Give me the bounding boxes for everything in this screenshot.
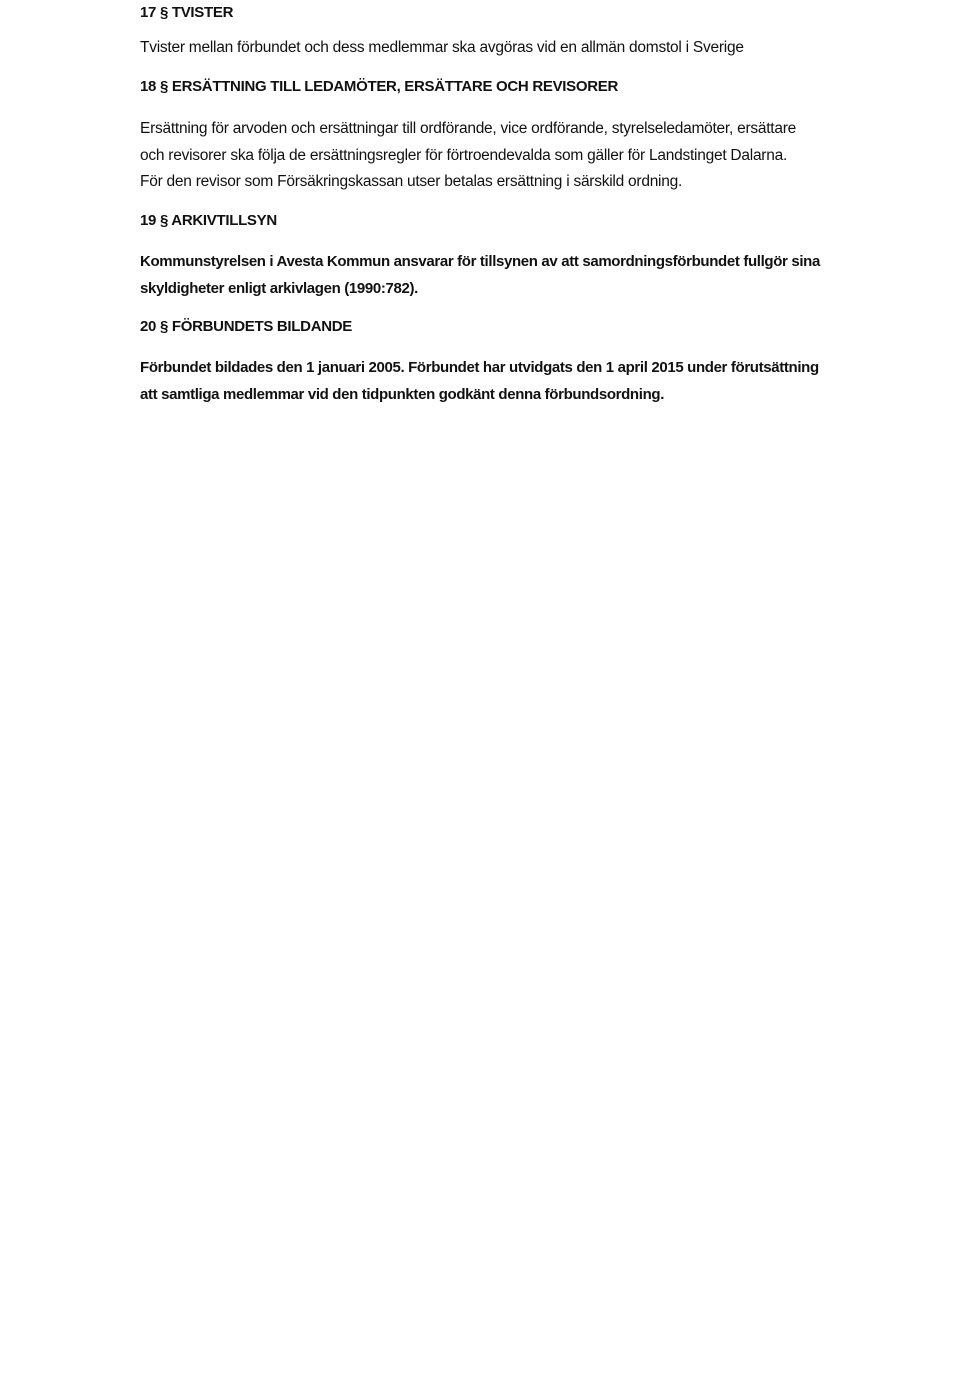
section-18-line-1: Ersättning för arvoden och ersättningar till ordförande, vice ordförande, styrelseledamöter, ersättare xyxy=(140,120,797,137)
section-19-line-1: Kommunstyrelsen i Avesta Kommun ansvarar för tillsynen av att samordningsförbundet fullgör sina xyxy=(140,253,820,270)
section-17-paragraph xyxy=(140,35,940,62)
section-20-heading: 20 § FÖRBUNDETS BILDANDE xyxy=(140,318,352,335)
section-18-paragraph xyxy=(140,116,940,196)
section-20-paragraph xyxy=(140,355,940,408)
section-18-heading: 18 § ERSÄTTNING TILL LEDAMÖTER, ERSÄTTARE OCH REVISORER xyxy=(140,78,618,95)
section-18-line-3: För den revisor som Försäkringskassan utser betalas ersättning i särskild ordning. xyxy=(140,173,683,190)
section-17-heading: 17 § TVISTER xyxy=(140,4,234,21)
section-19-heading: 19 § ARKIVTILLSYN xyxy=(140,212,277,229)
section-18-line-2: och revisorer ska följa de ersättningsregler för förtroendevalda som gäller för Landstinget Dalarna. xyxy=(140,146,788,164)
section-19-line-2: skyldigheter enligt arkivlagen (1990:782). xyxy=(140,279,418,297)
section-19-paragraph xyxy=(140,249,940,302)
section-20-line-1: Förbundet bildades den 1 januari 2005. Förbundet har utvidgats den 1 april 2015 under förutsättning xyxy=(140,359,819,376)
section-17-line-1: Tvister mellan förbundet och dess medlemmar ska avgöras vid en allmän domstol i Sverige xyxy=(140,39,744,56)
section-20-line-2: att samtliga medlemmar vid den tidpunkten godkänt denna förbundsordning. xyxy=(140,385,665,403)
